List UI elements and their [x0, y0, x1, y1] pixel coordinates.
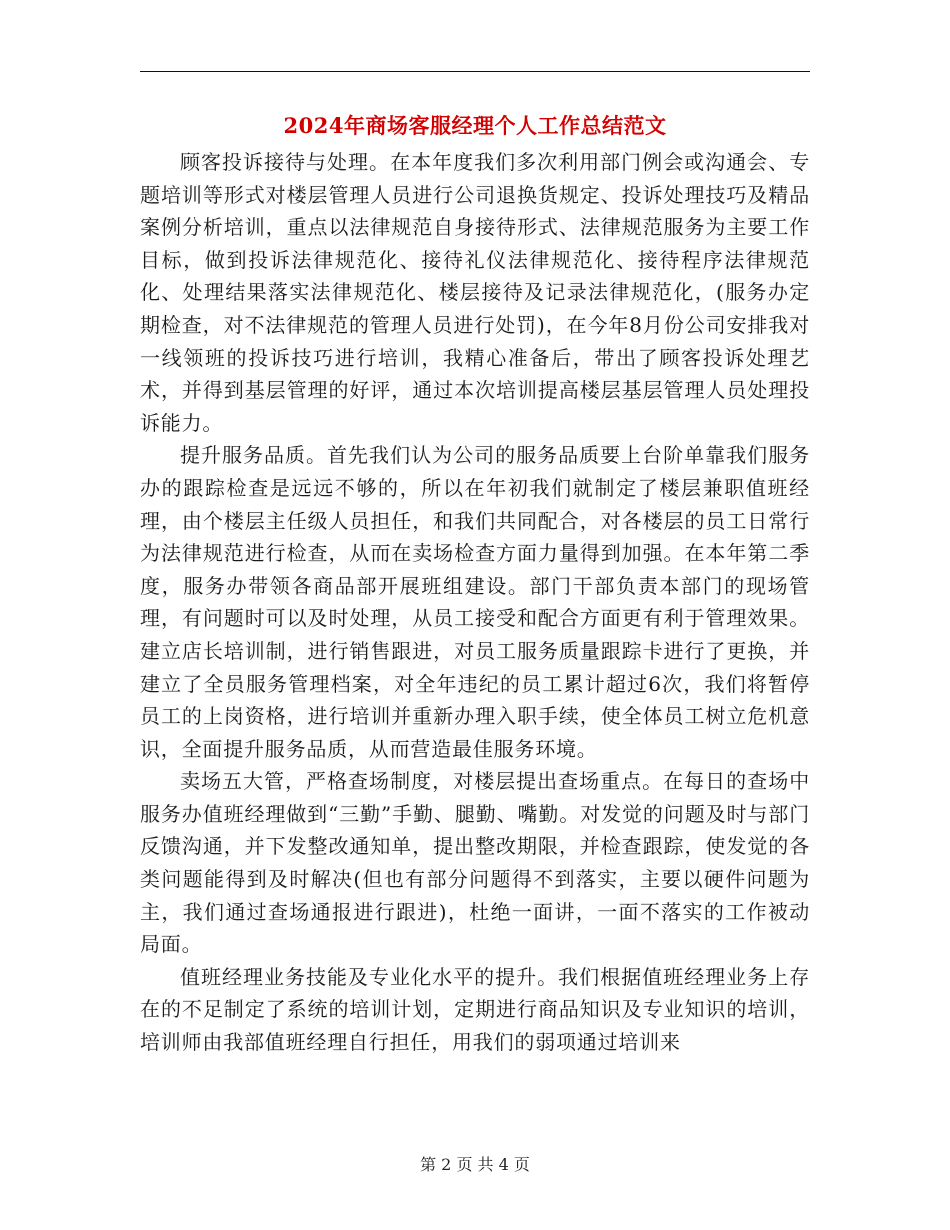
- header-rule: [140, 71, 810, 72]
- paragraph-service-quality: 提升服务品质。首先我们认为公司的服务品质要上台阶单靠我们服务办的跟踪检查是远远不够的，所以在年初我们就制定了楼层兼职值班经理，由个楼层主任级人员担任，和我们共同配合，对各楼层的员工日常行为法律规范进行检查，从而在卖场检查方面力量得到加强。在本年第二季度，服务办带领各商品部开展班组建设。部门干部负责本部门的现场管理，有问题时可以及时处理，从员工接受和配合方面更有利于管理效果。建立店长培训制，进行销售跟进，对员工服务质量跟踪卡进行了更换，并建立了全员服务管理档案，对全年违纪的员工累计超过6次，我们将暂停员工的上岗资格，进行培训并重新办理入职手续，使全体员工树立危机意识，全面提升服务品质，从而营造最佳服务环境。: [140, 443, 810, 761]
- page-number-footer: 第 2 页 共 4 页: [420, 1155, 530, 1174]
- paragraph-complaint-handling: 顾客投诉接待与处理。在本年度我们多次利用部门例会或沟通会、专题培训等形式对楼层管理人员进行公司退换货规定、投诉处理技巧及精品案例分析培训，重点以法律规范自身接待形式、法律规范服务为主要工作目标，做到投诉法律规范化、接待礼仪法律规范化、接待程序法律规范化、处理结果落实法律规范化、楼层接待及记录法律规范化，(服务办定期检查，对不法律规范的管理人员进行处罚)，在今年8月份公司安排我对一线领班的投诉技巧进行培训，我精心准备后，带出了顾客投诉处理艺术，并得到基层管理的好评，通过本次培训提高楼层基层管理人员处理投诉能力。: [140, 150, 810, 435]
- document-body: [140, 146, 810, 1059]
- document-title: 2024年商场客服经理个人工作总结范文: [283, 113, 667, 138]
- paragraph-floor-inspection: 卖场五大管，严格查场制度，对楼层提出查场重点。在每日的查场中服务办值班经理做到“三勤”手勤、腿勤、嘴勤。对发觉的问题及时与部门反馈沟通，并下发整改通知单，提出整改期限，并检查跟踪，使发觉的各类问题能得到及时解决(但也有部分问题得不到落实，主要以硬件问题为主，我们通过查场通报进行跟进)，杜绝一面讲，一面不落实的工作被动局面。: [140, 769, 810, 957]
- paragraph-manager-skills: 值班经理业务技能及专业化水平的提升。我们根据值班经理业务上存在的不足制定了系统的培训计划，定期进行商品知识及专业知识的培训，培训师由我部值班经理自行担任，用我们的弱项通过培训来: [140, 964, 810, 1055]
